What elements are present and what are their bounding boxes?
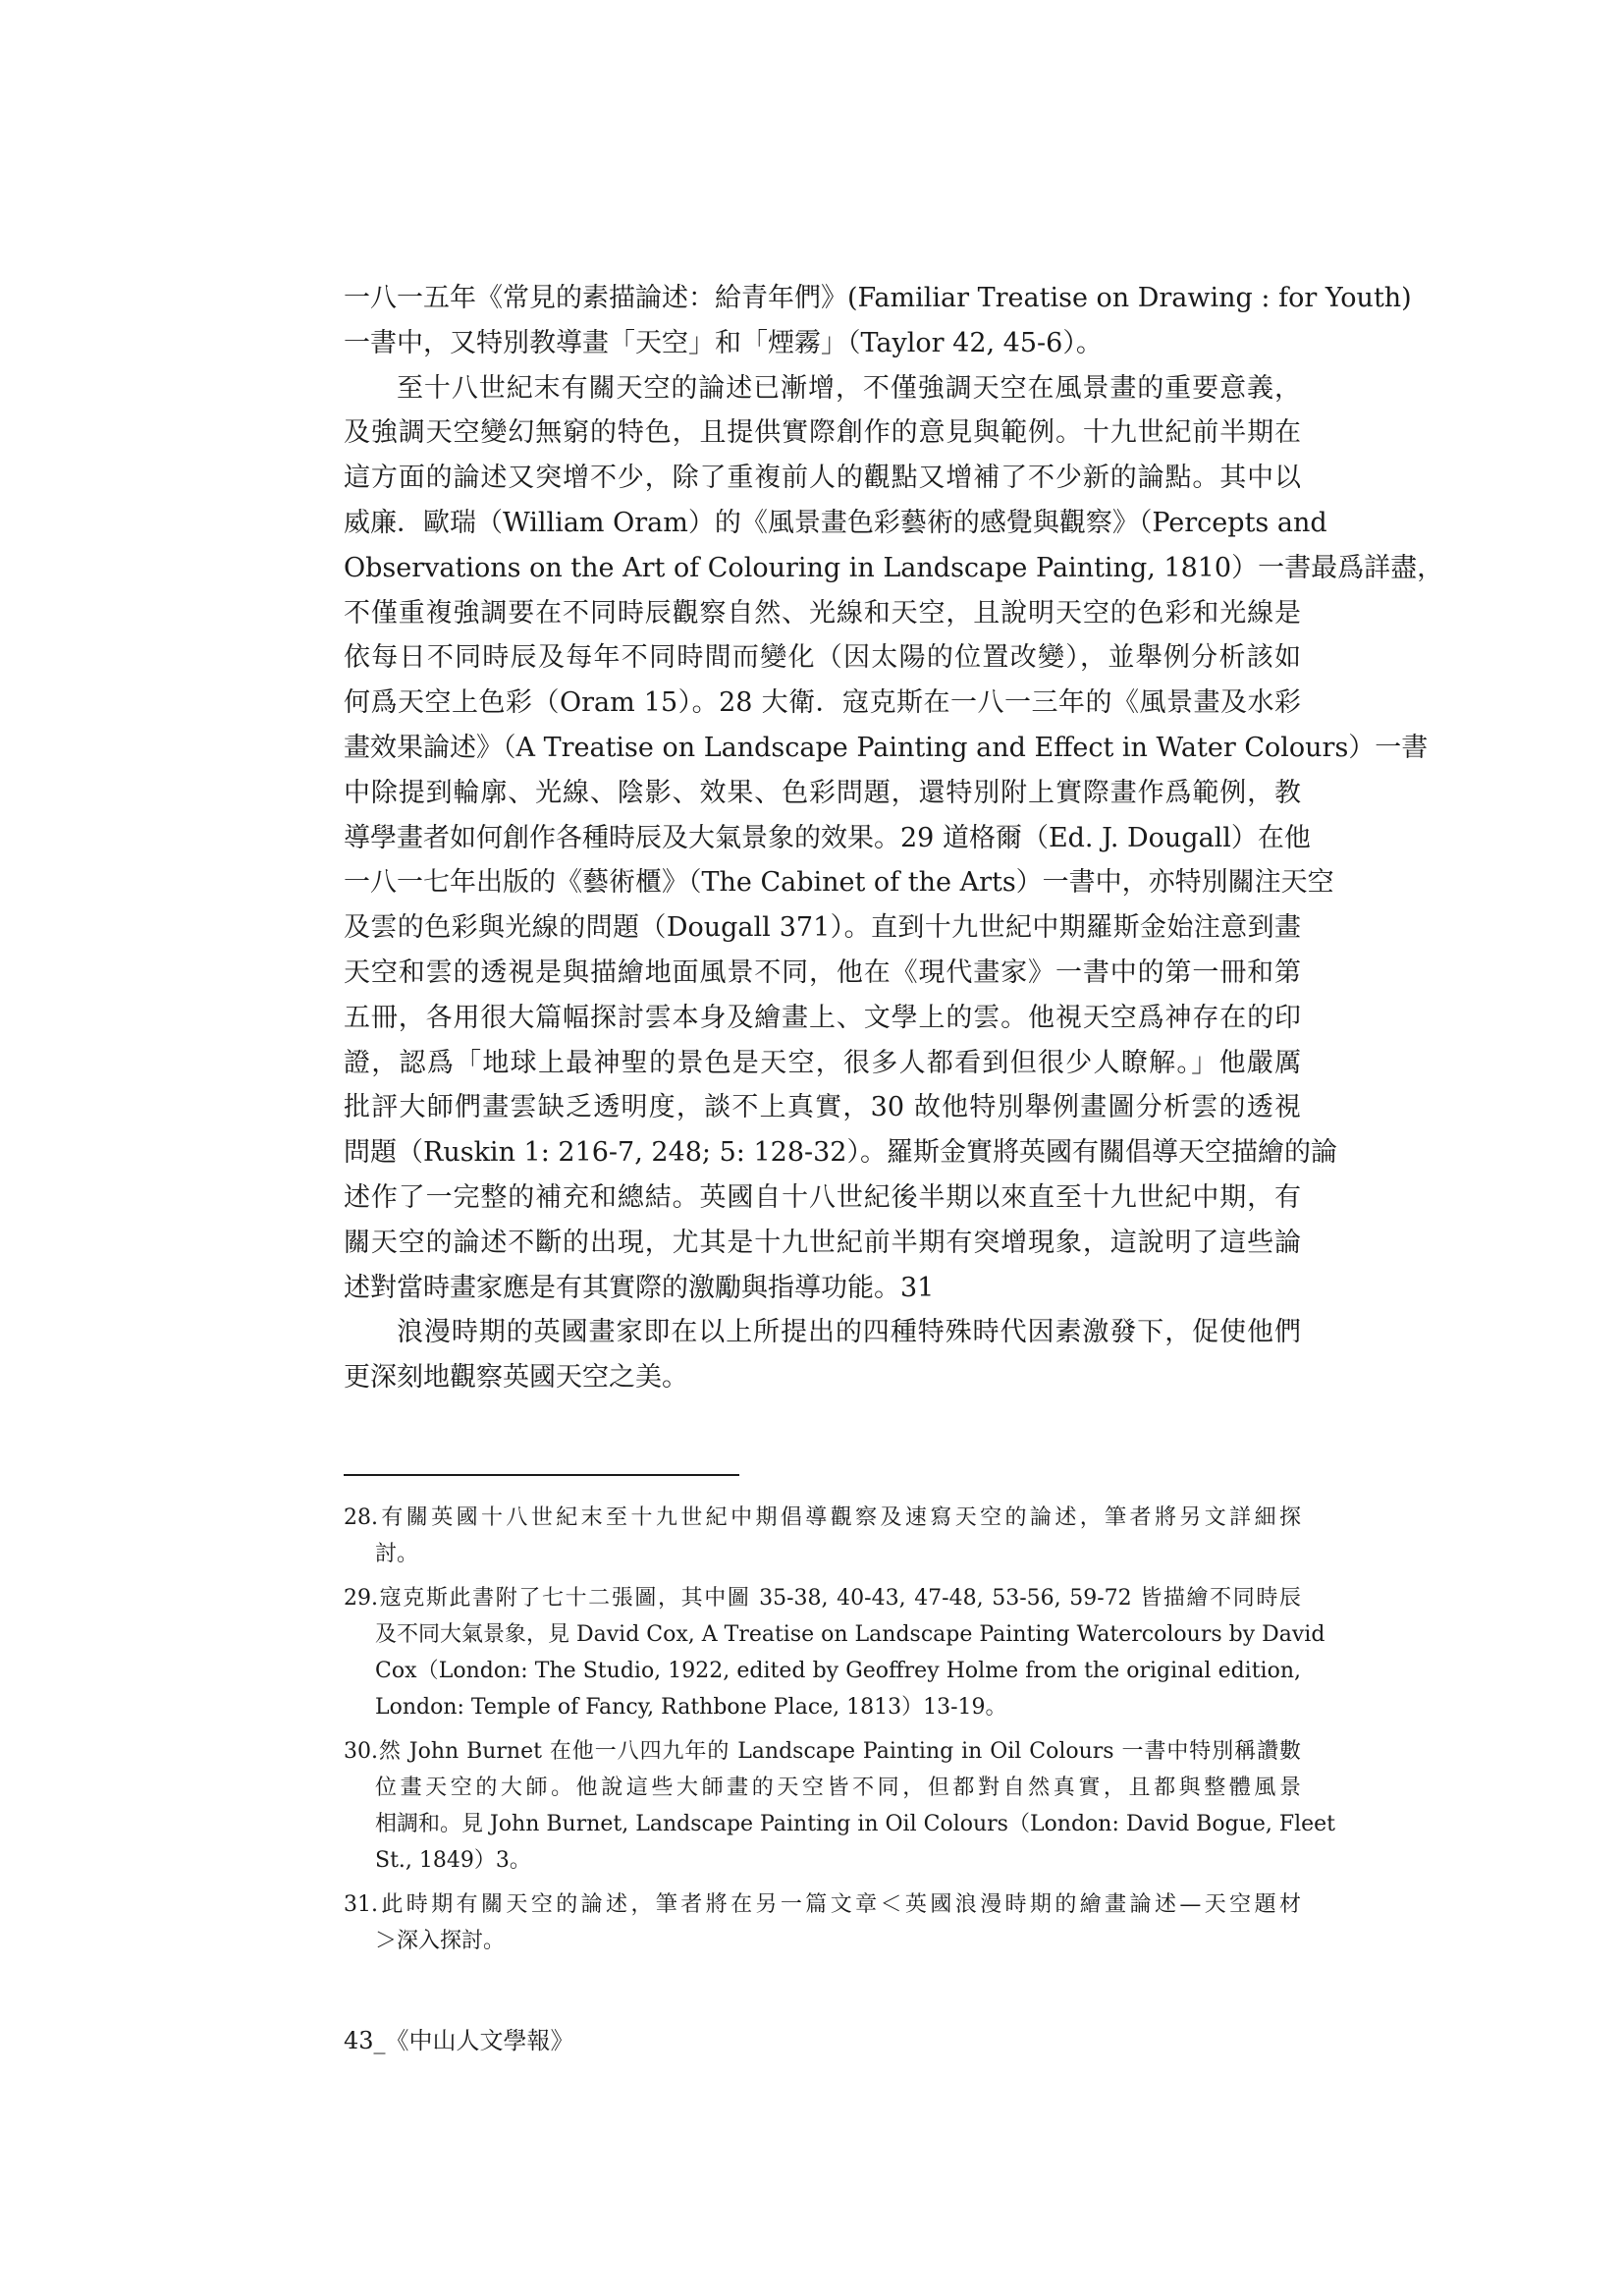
body-line: 關天空的論述不斷的出現，尤其是十九世紀前半期有突增現象，這說明了這些論: [344, 1227, 1301, 1258]
footnote-line: St., 1849）3。: [375, 1848, 531, 1873]
body-line: 中除提到輪廓、光線、陰影、效果、色彩問題，還特別附上實際畫作爲範例，教: [344, 777, 1301, 808]
body-line: 一八一七年出版的《藝術櫃》（The Cabinet of the Arts）一書中，亦特別關注天空: [344, 867, 1334, 899]
body-line: 述對當時畫家應是有其實際的激勵與指導功能。31: [344, 1272, 935, 1303]
body-line: 及雲的色彩與光線的問題（Dougall 371）。直到十九世紀中期羅斯金始注意到畫: [344, 912, 1301, 944]
footnote-line: 相調和。見 John Burnet, Landscape Painting in Oil Colours（London: David Bogue, Fleet: [375, 1812, 1336, 1836]
body-line: 五冊，各用很大篇幅探討雲本身及繪畫上、文學上的雲。他視天空爲神存在的印: [344, 1002, 1301, 1033]
body-text: [344, 276, 1444, 1400]
body-line: 不僅重複強調要在不同時辰觀察自然、光線和天空，且說明天空的色彩和光線是: [344, 597, 1301, 629]
footnote-29: [344, 1580, 1325, 1725]
footnote-line: 29.寇克斯此書附了七十二張圖，其中圖 35-38, 40-43, 47-48, 53-56, 59-72 皆描繪不同時辰: [344, 1586, 1301, 1611]
footnote-line: ＞深入探討。: [375, 1929, 506, 1953]
footnote-separator: [344, 1474, 739, 1476]
body-line: 問題（Ruskin 1: 216-7, 248; 5: 128-32）。羅斯金實將英國有關倡導天空描繪的論: [344, 1137, 1337, 1169]
body-line: 依每日不同時辰及每年不同時間而變化（因太陽的位置改變），並舉例分析該如: [344, 642, 1301, 674]
body-line: 天空和雲的透視是與描繪地面風景不同，他在《現代畫家》一書中的第一冊和第: [344, 957, 1301, 988]
footnote-line: London: Temple of Fancy, Rathbone Place, 1813）13-19。: [375, 1695, 1007, 1720]
footnote-line: Cox（London: The Studio, 1922, edited by Geoffrey Holme from the original edition,: [375, 1659, 1301, 1683]
body-line: 至十八世紀末有關天空的論述已漸增，不僅強調天空在風景畫的重要意義，: [397, 372, 1301, 404]
page-folio: 43_《中山人文學報》: [344, 2027, 574, 2054]
footnote-line: 31.此時期有關天空的論述，筆者將在另一篇文章＜英國浪漫時期的繪畫論述—天空題材: [344, 1892, 1301, 1917]
body-line: 浪漫時期的英國畫家即在以上所提出的四種特殊時代因素激發下，促使他們: [397, 1317, 1301, 1348]
body-line: 一書中，又特別教導畫「天空」和「煙霧」（Taylor 42, 45-6）。: [344, 327, 1103, 358]
body-line: 一八一五年《常見的素描論述：給青年們》(Familiar Treatise on Drawing : for Youth): [344, 283, 1412, 313]
body-line: 導學畫者如何創作各種時辰及大氣景象的效果。29 道格爾（Ed. J. Dougall）在他: [344, 822, 1311, 853]
footnote-28: [344, 1500, 1301, 1572]
footnote-line: 及不同大氣景象，見 David Cox, A Treatise on Landscape Painting Watercolours by David: [375, 1622, 1325, 1647]
body-line: 這方面的論述又突增不少，除了重複前人的觀點又增補了不少新的論點。其中以: [344, 463, 1301, 494]
body-line: 證，認爲「地球上最神聖的景色是天空，很多人都看到但很少人瞭解。」他嚴厲: [344, 1047, 1301, 1078]
body-line: 威廉．歐瑞（William Oram）的《風景畫色彩藝術的感覺與觀察》（Percepts and: [344, 507, 1327, 538]
footnote-line: 28.有關英國十八世紀末至十九世紀中期倡導觀察及速寫天空的論述，筆者將另文詳細探: [344, 1505, 1301, 1530]
body-line: 畫效果論述》（A Treatise on Landscape Painting and Effect in Water Colours）一書: [344, 732, 1429, 763]
footnote-line: 討。: [375, 1542, 419, 1566]
body-line: 及強調天空變幻無窮的特色，且提供實際創作的意見與範例。十九世紀前半期在: [344, 417, 1301, 449]
footnotes: [344, 1500, 1336, 1967]
footnote-30: [344, 1733, 1336, 1879]
body-line: 何爲天空上色彩（Oram 15）。28 大衛．寇克斯在一八一三年的《風景畫及水彩: [344, 687, 1301, 719]
body-line: 批評大師們畫雲缺乏透明度，談不上真實，30 故他特別舉例畫圖分析雲的透視: [344, 1092, 1301, 1123]
body-line: Observations on the Art of Colouring in Landscape Painting, 1810）一書最爲詳盡，: [344, 552, 1444, 583]
footnote-line: 位畫天空的大師。他說這些大師畫的天空皆不同，但都對自然真實，且都與整體風景: [375, 1776, 1301, 1800]
footnote-line: 30.然 John Burnet 在他一八四九年的 Landscape Painting in Oil Colours 一書中特別稱讚數: [344, 1739, 1301, 1764]
footnote-31: [344, 1886, 1301, 1959]
body-line: 述作了一完整的補充和總結。英國自十八世紀後半期以來直至十九世紀中期，有: [344, 1181, 1301, 1213]
body-line: 更深刻地觀察英國天空之美。: [344, 1362, 688, 1394]
